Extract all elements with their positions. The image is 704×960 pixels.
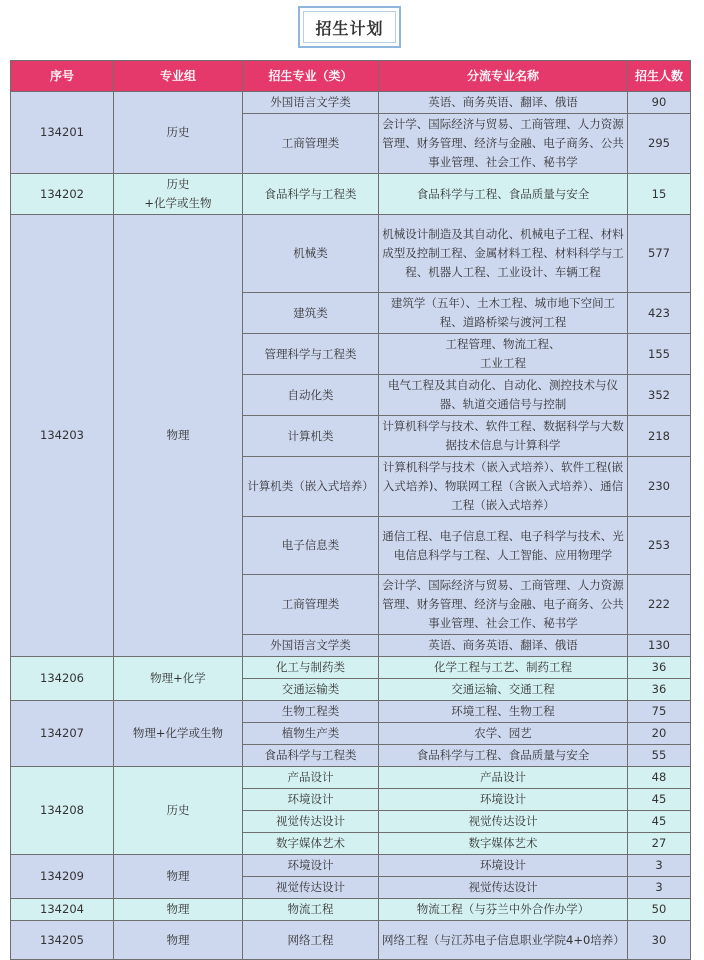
header-branch: 分流专业名称 — [379, 61, 628, 92]
branch-majors-cell: 英语、商务英语、翻译、俄语 — [379, 92, 628, 114]
group-code-cell: 134201 — [11, 92, 114, 174]
major-cell: 工商管理类 — [243, 575, 379, 635]
enrollment-count-cell: 30 — [628, 921, 691, 960]
subject-group-cell: 物理 — [114, 899, 243, 921]
branch-majors-cell: 物流工程（与芬兰中外合作办学） — [379, 899, 628, 921]
major-cell: 工商管理类 — [243, 114, 379, 174]
enrollment-count-cell: 48 — [628, 767, 691, 789]
enrollment-count-cell: 27 — [628, 833, 691, 855]
branch-majors-cell: 会计学、国际经济与贸易、工商管理、人力资源管理、财务管理、经济与金融、电子商务、公共事业管理、社会工作、秘书学 — [379, 114, 628, 174]
branch-majors-cell: 通信工程、电子信息工程、电子科学与技术、光电信息科学与工程、人工智能、应用物理学 — [379, 517, 628, 575]
enrollment-count-cell: 155 — [628, 334, 691, 375]
group-code-cell: 134208 — [11, 767, 114, 855]
major-cell: 自动化类 — [243, 375, 379, 416]
major-cell: 数字媒体艺术 — [243, 833, 379, 855]
table-row — [11, 701, 691, 723]
enrollment-count-cell: 577 — [628, 215, 691, 293]
branch-majors-cell: 计算机科学与技术、软件工程、数据科学与大数据技术信息与计算科学 — [379, 416, 628, 457]
major-cell: 交通运输类 — [243, 679, 379, 701]
branch-majors-cell: 英语、商务英语、翻译、俄语 — [379, 635, 628, 657]
major-cell: 管理科学与工程类 — [243, 334, 379, 375]
enrollment-count-cell: 36 — [628, 679, 691, 701]
branch-majors-cell: 视觉传达设计 — [379, 811, 628, 833]
table-row — [11, 174, 691, 215]
table-row — [11, 657, 691, 679]
page-title: 招生计划 — [303, 11, 396, 43]
group-code-cell: 134206 — [11, 657, 114, 701]
major-cell: 产品设计 — [243, 767, 379, 789]
enrollment-count-cell: 15 — [628, 174, 691, 215]
enrollment-count-cell: 20 — [628, 723, 691, 745]
branch-majors-cell: 网络工程（与江苏电子信息职业学院4+0培养） — [379, 921, 628, 960]
subject-group-cell: 历史 +化学或生物 — [114, 174, 243, 215]
branch-majors-cell: 机械设计制造及其自动化、机械电子工程、材料成型及控制工程、金属材料工程、材料科学与工程、机器人工程、工业设计、车辆工程 — [379, 215, 628, 293]
group-code-cell: 134207 — [11, 701, 114, 767]
group-code-cell: 134209 — [11, 855, 114, 899]
enrollment-count-cell: 36 — [628, 657, 691, 679]
subject-group-cell: 历史 — [114, 92, 243, 174]
subject-group-cell: 物理 — [114, 921, 243, 960]
enrollment-count-cell: 423 — [628, 293, 691, 334]
major-cell: 电子信息类 — [243, 517, 379, 575]
table-row — [11, 215, 691, 293]
enrollment-count-cell: 230 — [628, 457, 691, 517]
enrollment-count-cell: 253 — [628, 517, 691, 575]
branch-majors-cell: 环境工程、生物工程 — [379, 701, 628, 723]
table-row — [11, 767, 691, 789]
subject-group-cell: 历史 — [114, 767, 243, 855]
major-cell: 食品科学与工程类 — [243, 174, 379, 215]
table-row — [11, 855, 691, 877]
enrollment-count-cell: 3 — [628, 855, 691, 877]
header-serial: 序号 — [11, 61, 114, 92]
table-row — [11, 899, 691, 921]
branch-majors-cell: 建筑学（五年）、土木工程、城市地下空间工程、道路桥梁与渡河工程 — [379, 293, 628, 334]
enrollment-count-cell: 50 — [628, 899, 691, 921]
enrollment-count-cell: 352 — [628, 375, 691, 416]
major-cell: 视觉传达设计 — [243, 877, 379, 899]
branch-majors-cell: 交通运输、交通工程 — [379, 679, 628, 701]
major-cell: 计算机类 — [243, 416, 379, 457]
header-count: 招生人数 — [628, 61, 691, 92]
major-cell: 环境设计 — [243, 789, 379, 811]
major-cell: 植物生产类 — [243, 723, 379, 745]
branch-majors-cell: 农学、园艺 — [379, 723, 628, 745]
enrollment-count-cell: 75 — [628, 701, 691, 723]
branch-majors-cell: 视觉传达设计 — [379, 877, 628, 899]
subject-group-cell: 物理 — [114, 855, 243, 899]
table-header-row — [11, 61, 691, 92]
enrollment-count-cell: 90 — [628, 92, 691, 114]
group-code-cell: 134203 — [11, 215, 114, 657]
enrollment-count-cell: 218 — [628, 416, 691, 457]
group-code-cell: 134204 — [11, 899, 114, 921]
major-cell: 食品科学与工程类 — [243, 745, 379, 767]
branch-majors-cell: 食品科学与工程、食品质量与安全 — [379, 174, 628, 215]
enrollment-count-cell: 130 — [628, 635, 691, 657]
enrollment-count-cell: 55 — [628, 745, 691, 767]
major-cell: 机械类 — [243, 215, 379, 293]
branch-majors-cell: 计算机科学与技术（嵌入式培养）、软件工程(嵌入式培养)、物联网工程（含嵌入式培养）、通信工程（嵌入式培养） — [379, 457, 628, 517]
subject-group-cell: 物理+化学或生物 — [114, 701, 243, 767]
major-cell: 外国语言文学类 — [243, 635, 379, 657]
branch-majors-cell: 食品科学与工程、食品质量与安全 — [379, 745, 628, 767]
branch-majors-cell: 数字媒体艺术 — [379, 833, 628, 855]
table-row — [11, 921, 691, 960]
enrollment-count-cell: 222 — [628, 575, 691, 635]
subject-group-cell: 物理 — [114, 215, 243, 657]
major-cell: 环境设计 — [243, 855, 379, 877]
major-cell: 生物工程类 — [243, 701, 379, 723]
enrollment-count-cell: 45 — [628, 811, 691, 833]
enrollment-count-cell: 3 — [628, 877, 691, 899]
group-code-cell: 134205 — [11, 921, 114, 960]
table-row — [11, 92, 691, 114]
major-cell: 物流工程 — [243, 899, 379, 921]
major-cell: 计算机类（嵌入式培养） — [243, 457, 379, 517]
branch-majors-cell: 会计学、国际经济与贸易、工商管理、人力资源管理、财务管理、经济与金融、电子商务、公共事业管理、社会工作、秘书学 — [379, 575, 628, 635]
major-cell: 建筑类 — [243, 293, 379, 334]
enrollment-table — [10, 60, 691, 960]
header-group: 专业组 — [114, 61, 243, 92]
branch-majors-cell: 产品设计 — [379, 767, 628, 789]
branch-majors-cell: 化学工程与工艺、制药工程 — [379, 657, 628, 679]
major-cell: 网络工程 — [243, 921, 379, 960]
subject-group-cell: 物理+化学 — [114, 657, 243, 701]
branch-majors-cell: 环境设计 — [379, 789, 628, 811]
branch-majors-cell: 工程管理、物流工程、 工业工程 — [379, 334, 628, 375]
branch-majors-cell: 电气工程及其自动化、自动化、测控技术与仪器、轨道交通信号与控制 — [379, 375, 628, 416]
table-body — [11, 92, 691, 960]
branch-majors-cell: 环境设计 — [379, 855, 628, 877]
enrollment-count-cell: 45 — [628, 789, 691, 811]
header-major: 招生专业（类） — [243, 61, 379, 92]
group-code-cell: 134202 — [11, 174, 114, 215]
major-cell: 视觉传达设计 — [243, 811, 379, 833]
major-cell: 外国语言文学类 — [243, 92, 379, 114]
enrollment-count-cell: 295 — [628, 114, 691, 174]
major-cell: 化工与制药类 — [243, 657, 379, 679]
title-frame — [298, 6, 401, 48]
